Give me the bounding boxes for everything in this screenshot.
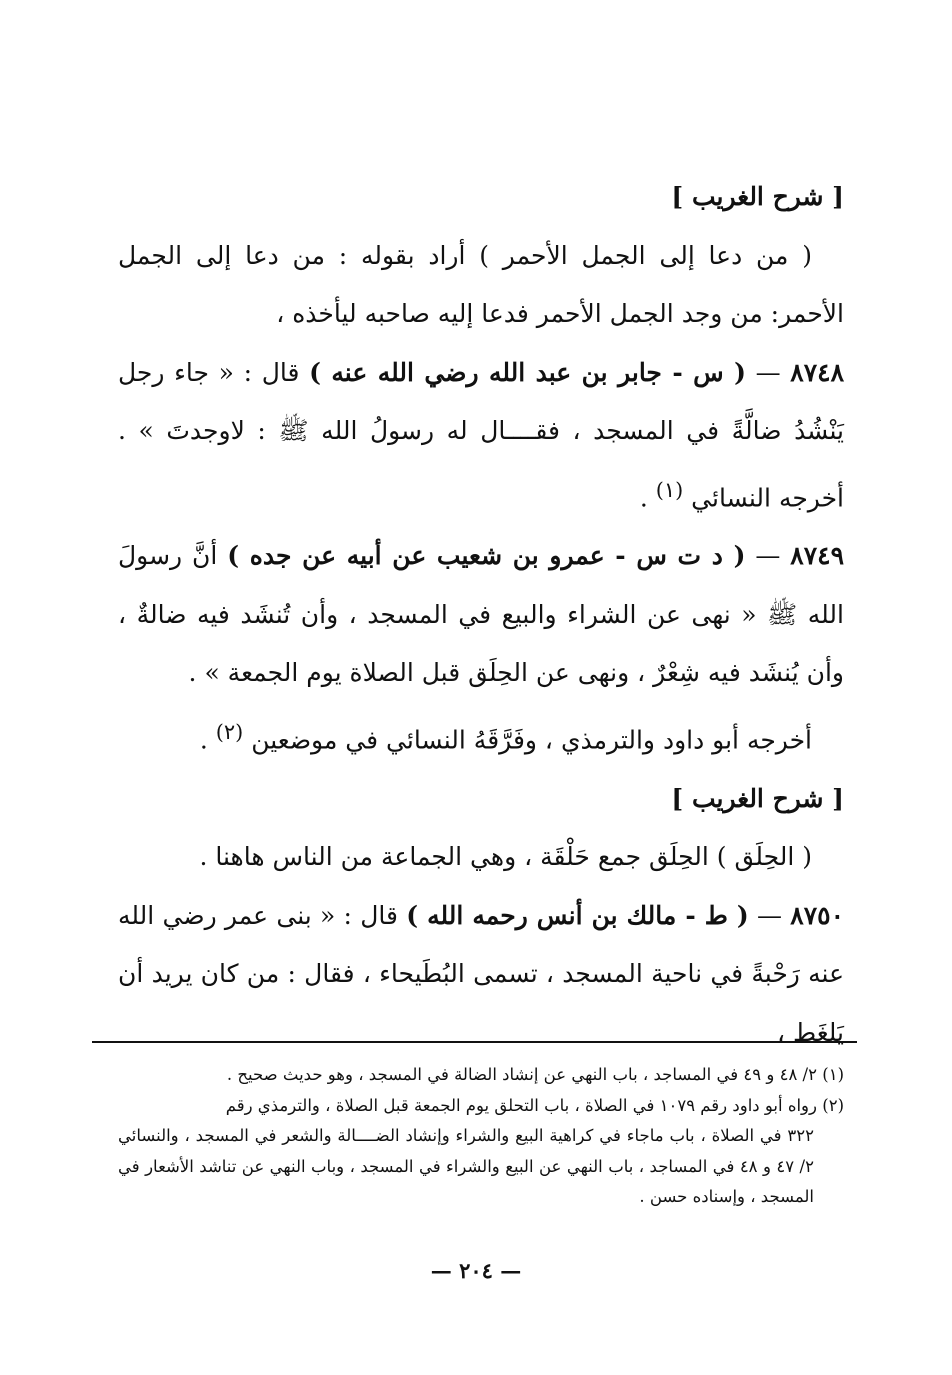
hadith-8750: ٨٧٥٠ — ( ط - مالك بن أنس رحمه الله ) قال : « بنى عمر رضي الله عنه رَحْبةً في ناحية المسجد ، تسمى البُطَيحاء ، فقال : من كان يريد أن يَلغَط ، — [118, 900, 844, 1047]
hadith-source: ( س - جابر بن عبد الله رضي الله عنه ) — [309, 357, 746, 387]
hadith-8748: ٨٧٤٨ — ( س - جابر بن عبد الله رضي الله عنه ) قال : « جاء رجل يَنْشُدُ ضالَّةً في المسجد ، فقــــال له رسولُ الله ﷺ : لاوجدتَ » . أخرجه النسائي $^{(١)}$ . — [118, 357, 844, 512]
hadith-text: قال : « بنى عمر رضي الله عنه رَحْبةً في ناحية المسجد ، تسمى البُطَيحاء ، فقال : من كان يريد أن يَلغَط ، — [118, 900, 844, 1047]
footnote-1: (١) ٢/ ٤٨ و ٤٩ في المساجد ، باب النهي عن إنشاد الضالة في المسجد ، وهو حديث صحيح . — [226, 1065, 844, 1084]
hadith-text: قال : « جاء رجل يَنْشُدُ ضالَّةً في المسجد ، فقــــال له رسولُ الله ﷺ : لاوجدتَ » . أخرجه النسائي — [118, 357, 844, 512]
footnote-separator — [92, 1041, 857, 1043]
sharh-gharib-heading: [ شرح الغريب ] — [671, 783, 844, 813]
sharh-gharib-heading: [ شرح الغريب ] — [671, 182, 844, 211]
hadith-source: ( د ت س - عمرو بن شعيب عن أبيه عن جده ) — [227, 541, 746, 571]
gharib-explanation: ( الحِلَق ) الحِلَق جمع حَلْقَة ، وهي الجماعة من الناس هاهنا . — [199, 842, 812, 872]
page-number: — ٢٠٤ — — [430, 1258, 522, 1283]
main-text — [118, 168, 844, 1062]
footnotes — [118, 1060, 844, 1213]
footnote-2-continued: ٣٢٢ في الصلاة ، باب ماجاء في كراهية البيع والشراء وإنشاد الضــــالة والشعر في المسجد ، والنسائي ٢/ ٤٧ و ٤٨ في المساجد ، باب النهي عن البيع والشراء في المسجد ، وباب النهي عن تناشد الأشعار في المسجد ، وإسناده حسن . — [118, 1126, 814, 1206]
hadith-8749-takhrij — [118, 703, 844, 770]
hadith-source: ( ط - مالك بن أنس رحمه الله ) — [406, 900, 749, 930]
hadith-number: ٨٧٤٨ — [790, 357, 844, 387]
footnote-2: (٢) رواه أبو داود رقم ١٠٧٩ في الصلاة ، باب التحلق يوم الجمعة قبل الصلاة ، والترمذي رقم — [225, 1095, 844, 1115]
hadith-text: أنَّ رسولَ الله ﷺ « نهى عن الشراء والبيع في المسجد ، وأن تُنشَد فيه ضالةٌ ، وأن يُنشَد فيه شِعْرٌ ، ونهى عن الحِلَق قبل الصلاة يوم الجمعة » . — [118, 541, 844, 688]
hadith-number: ٨٧٥٠ — [790, 900, 844, 930]
sentence-end: . — [199, 725, 208, 755]
sentence-end: . — [639, 482, 648, 512]
takhrij-text: أخرجه أبو داود والترمذي ، وفَرَّقَهُ النسائي في موضعين — [251, 725, 812, 755]
gharib-explanation: ( من دعا إلى الجمل الأحمر ) أراد بقوله : من دعا إلى الجمل الأحمر: من وجد الجمل الأحمر فدعا إليه صاحبه ليأخذه ، — [118, 240, 844, 328]
footnote-marker: (١) — [655, 477, 684, 502]
footnote-marker: (٢) — [215, 719, 244, 744]
hadith-number: ٨٧٤٩ — [790, 541, 844, 571]
hadith-8749: ٨٧٤٩ — ( د ت س - عمرو بن شعيب عن أبيه عن جده ) أنَّ رسولَ الله ﷺ « نهى عن الشراء والبيع في المسجد ، وأن تُنشَد فيه ضالةٌ ، وأن يُنشَد فيه شِعْرٌ ، ونهى عن الحِلَق قبل الصلاة يوم الجمعة » . — [118, 541, 844, 688]
